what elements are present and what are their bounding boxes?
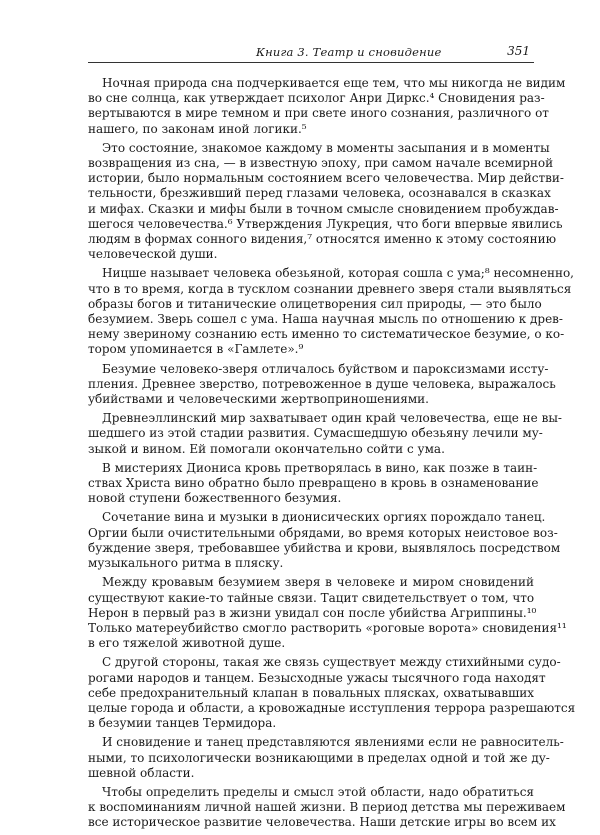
text-line: существуют какие-то тайные связи. Тацит свидетельствует о том, что [88, 590, 535, 605]
text-line: нему звериному сознанию есть именно то систематическое безумие, о ко- [88, 327, 565, 342]
text-line: шевной области. [88, 765, 195, 780]
text-line: Ницше называет человека обезьяной, которая сошла с ума;⁸ несомненно, [102, 266, 574, 281]
text-line: человеческой души. [88, 247, 218, 262]
text-line: Нерон в первый раз в жизни увидал сон после убийства Агриппины.¹⁰ [88, 605, 537, 620]
text-line: зыкой и вином. Ей помогали окончательно сойти с ума. [88, 441, 445, 456]
text-line: Это состояние, знакомое каждому в моменты засыпания и в моменты [102, 140, 550, 155]
text-line: возвращения из сна, — в известную эпоху, при самом начале всемирной [88, 156, 554, 171]
text-line: шедшего из этой стадии развития. Сумасшедшую обезьяну лечили му- [88, 426, 543, 441]
text-line: и мифах. Сказки и мифы были в точном смысле сновидением пробуждав- [88, 201, 559, 216]
text-line: людям в формах сонного видения,⁷ относятся именно к этому состоянию [88, 232, 557, 247]
text-line: тельности, брезживший перед глазами человека, осознавался в сказках [88, 186, 551, 201]
text-line: все историческое развитие человечества. Наши детские игры во всем их [88, 815, 556, 830]
text-line: истории, было нормальным состоянием всего человечества. Мир действи- [88, 171, 564, 186]
text-line: Между кровавым безумием зверя в человеке и миром сновидений [102, 575, 534, 590]
text-line: И сновидение и танец представляются явлениями если не равноситель- [102, 735, 564, 750]
paragraph [88, 575, 567, 651]
text-line: в безумии танцев Термидора. [88, 716, 277, 731]
paragraph [88, 784, 566, 831]
text-line: себе предохранительный клапан в повальных плясках, охватывавших [88, 685, 534, 700]
text-line: Только матереубийство смогло растворить «роговые ворота» сновидения¹¹ [88, 620, 567, 635]
text-line: рогами народов и танцем. Безысходные ужасы тысячного года находят [88, 670, 546, 685]
text-line: Безумие человеко-зверя отличалось буйством и пароксизмами иссту- [102, 361, 549, 376]
text-line: безумием. Зверь сошел с ума. Наша научная мысль по отношению к древ- [88, 312, 563, 327]
paragraph [88, 735, 564, 781]
paragraph [88, 411, 562, 457]
text-line: музыкального ритма в пляску. [88, 556, 284, 571]
text-line: В мистериях Диониса кровь претворялась в вино, как позже в таин- [102, 460, 538, 475]
paragraph [88, 361, 556, 408]
text-line: ными, то психологически возникающими в пределах одной и той же ду- [88, 750, 550, 765]
text-line: С другой стороны, такая же связь существует между стихийными судо- [102, 655, 561, 670]
text-line: Сочетание вина и музыки в дионисических оргиях порождало танец. [102, 510, 546, 525]
text-line: что в то время, когда в тусклом сознании древнего зверя стали выявляться [88, 281, 572, 296]
text-line: целые города и области, а кровожадные исступления террора разрешаются [88, 700, 576, 715]
paragraph [88, 655, 576, 731]
text-line: в его тяжелой животной душе. [88, 636, 286, 651]
paragraph [88, 76, 566, 137]
text-line: вертываются в мире темном и при свете иного сознания, различного от [88, 106, 549, 121]
text-line: Оргии были очистительными обрядами, во время которых неистовое воз- [88, 525, 558, 540]
text-line: тором упоминается в «Гамлете».⁹ [88, 342, 304, 357]
paragraph [88, 460, 539, 507]
text-line: во сне солнца, как утверждает психолог Анри Диркс.⁴ Сновидения раз- [88, 91, 545, 106]
running-header [88, 42, 534, 63]
text-line: Ночная природа сна подчеркивается еще тем, что мы никогда не видим [102, 76, 566, 90]
paragraph [88, 266, 574, 357]
text-line: шегося человечества.⁶ Утверждения Лукреция, что боги впервые явились [88, 216, 563, 231]
paragraph [88, 510, 561, 571]
page-number: 351 [507, 44, 530, 58]
text-line: нашего, по законам иной логики.⁵ [88, 121, 307, 136]
text-line: Древнеэллинский мир захватывает один край человечества, еще не вы- [102, 411, 562, 426]
text-line: Чтобы определить пределы и смысл этой области, надо обратиться [102, 784, 534, 799]
text-line: пления. Древнее зверство, потревоженное в душе человека, выражалось [88, 376, 556, 391]
text-line: ствах Христа вино обратно было превращено в кровь в ознаменование [88, 476, 539, 491]
text-line: убийствами и человеческими жертвоприношениями. [88, 392, 429, 407]
text-line: новой ступени божественного безумия. [88, 491, 342, 506]
body-text [88, 76, 576, 835]
running-header-title: Книга 3. Театр и сновидение [256, 45, 442, 59]
text-line: буждение зверя, требовавшее убийства и крови, выявлялось посредством [88, 540, 561, 555]
paragraph [88, 140, 564, 263]
text-line: образы богов и титанические олицетворения сил природы, — это было [88, 296, 542, 311]
text-line: к воспоминаниям личной нашей жизни. В период детства мы переживаем [88, 800, 566, 815]
